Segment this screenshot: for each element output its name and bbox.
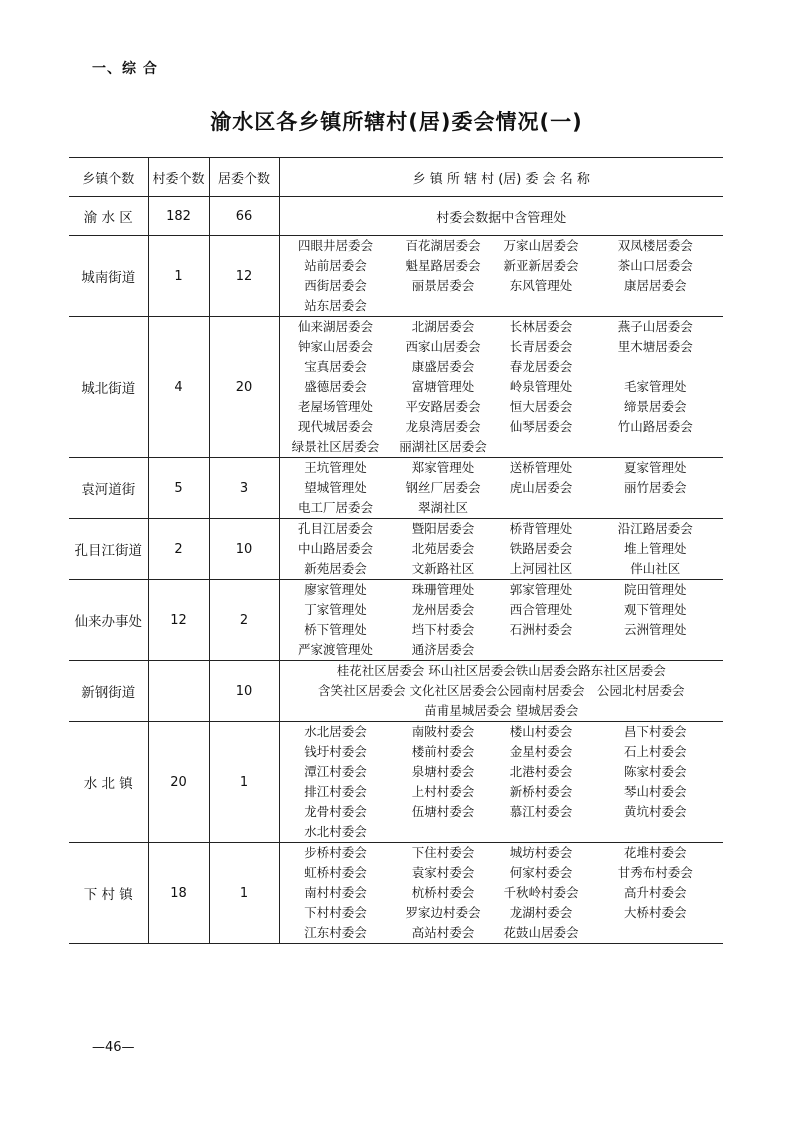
committee-names xyxy=(279,317,723,458)
committee-name: 丁家管理处 xyxy=(304,602,367,617)
village-count: 18 xyxy=(148,843,209,944)
table-row xyxy=(69,236,723,317)
committee-name: 平安路居委会 xyxy=(405,399,481,414)
committee-name: 东风管理处 xyxy=(509,278,573,293)
committee-name: 沿江路居委会 xyxy=(617,521,693,536)
committee-name: 康居居委会 xyxy=(623,278,687,293)
committee-name: 丽竹居委会 xyxy=(623,480,687,495)
committee-name: 江东村委会 xyxy=(304,925,367,940)
table-row xyxy=(69,317,723,458)
committee-name-line: 苗甫星城居委会 望城居委会 xyxy=(424,703,579,718)
committee-name: 金星村委会 xyxy=(509,744,573,759)
committee-name: 上村村委会 xyxy=(411,784,475,799)
committee-name: 慕江村委会 xyxy=(509,804,573,819)
committee-name: 城坊村委会 xyxy=(509,845,573,860)
committee-name-grid xyxy=(280,236,724,316)
committee-name: 王坑管理处 xyxy=(304,460,367,475)
committee-name: 珠珊管理处 xyxy=(411,582,475,597)
committee-name-grid xyxy=(280,458,724,518)
committee-name: 钢丝厂居委会 xyxy=(405,480,481,495)
total-town: 渝 水 区 xyxy=(69,197,148,236)
committee-names xyxy=(279,722,723,843)
committee-name-grid xyxy=(280,722,724,842)
committee-name: 电工厂居委会 xyxy=(297,500,373,515)
committee-name: 丽湖社区居委会 xyxy=(399,439,487,454)
committee-name: 下村村委会 xyxy=(304,905,367,920)
committee-names xyxy=(279,661,723,722)
committee-names xyxy=(279,519,723,580)
committee-name: 百花湖居委会 xyxy=(405,238,481,253)
committee-name: 桥背管理处 xyxy=(509,521,573,536)
town-name: 城南街道 xyxy=(69,236,148,317)
committee-name: 绿景社区居委会 xyxy=(291,439,380,454)
committee-name-grid xyxy=(280,843,724,943)
committee-name: 虎山居委会 xyxy=(509,480,573,495)
resident-count: 3 xyxy=(209,458,279,519)
committee-name: 下住村委会 xyxy=(411,845,475,860)
committee-name: 步桥村委会 xyxy=(304,845,367,860)
village-count: 2 xyxy=(148,519,209,580)
table-row xyxy=(69,519,723,580)
committee-name: 高升村委会 xyxy=(623,885,687,900)
town-name: 水 北 镇 xyxy=(69,722,148,843)
committee-name: 郑家管理处 xyxy=(411,460,475,475)
committee-name: 春龙居委会 xyxy=(509,359,573,374)
village-count: 1 xyxy=(148,236,209,317)
committee-name: 长青居委会 xyxy=(509,339,573,354)
committee-name: 上河园社区 xyxy=(509,561,573,576)
committee-name: 钱圩村委会 xyxy=(304,744,367,759)
committee-names xyxy=(279,843,723,944)
committee-name: 现代城居委会 xyxy=(297,419,373,434)
committee-name: 茶山口居委会 xyxy=(617,258,693,273)
committee-name: 中山路居委会 xyxy=(297,541,373,556)
committee-name: 缔景居委会 xyxy=(623,399,687,414)
committee-name: 燕子山居委会 xyxy=(617,319,693,334)
town-name: 仙来办事处 xyxy=(69,580,148,661)
committee-name: 里木塘居委会 xyxy=(617,339,693,354)
committee-name xyxy=(588,357,724,377)
committee-name: 竹山路居委会 xyxy=(617,419,693,434)
header-town: 乡镇个数 xyxy=(69,158,148,197)
committee-name: 南村村委会 xyxy=(304,885,367,900)
committee-name: 杭桥村委会 xyxy=(411,885,475,900)
committee-name: 北港村委会 xyxy=(509,764,573,779)
committee-name: 老屋场管理处 xyxy=(297,399,373,414)
committee-name: 石洲村委会 xyxy=(509,622,573,637)
committee-name-grid xyxy=(280,580,724,660)
committee-name-grid xyxy=(280,519,724,579)
committee-name: 千秋岭村委会 xyxy=(503,885,579,900)
committee-name: 高站村委会 xyxy=(411,925,475,940)
committee-name: 站东居委会 xyxy=(304,298,367,313)
committee-name: 南陂村委会 xyxy=(411,724,475,739)
committee-name: 郭家管理处 xyxy=(509,582,573,597)
committee-name: 新苑居委会 xyxy=(304,561,367,576)
total-note: 村委会数据中含管理处 xyxy=(279,197,723,236)
town-name: 新钢街道 xyxy=(69,661,148,722)
committee-name: 龙湖村委会 xyxy=(509,905,573,920)
committee-name: 康盛居委会 xyxy=(411,359,475,374)
committee-name: 观下管理处 xyxy=(623,602,687,617)
committee-name: 毛家管理处 xyxy=(623,379,687,394)
committee-name: 水北居委会 xyxy=(304,724,367,739)
total-row xyxy=(69,197,723,236)
committee-name: 盛德居委会 xyxy=(304,379,367,394)
committee-name: 通济居委会 xyxy=(411,642,475,657)
committee-name: 北湖居委会 xyxy=(411,319,475,334)
committee-name: 魁星路居委会 xyxy=(405,258,481,273)
resident-count: 1 xyxy=(209,843,279,944)
committee-name: 翠湖社区 xyxy=(417,500,468,515)
committee-name-grid xyxy=(280,317,724,457)
committee-name: 宝真居委会 xyxy=(304,359,367,374)
town-name: 下 村 镇 xyxy=(69,843,148,944)
committee-name: 恒大居委会 xyxy=(509,399,573,414)
table-header-row xyxy=(69,158,723,197)
committee-name: 西街居委会 xyxy=(304,278,367,293)
town-name: 孔目江街道 xyxy=(69,519,148,580)
committee-name: 堆上管理处 xyxy=(623,541,687,556)
committee-name: 长林居委会 xyxy=(509,319,573,334)
section-heading: 一、综 合 xyxy=(92,61,158,77)
village-count: 20 xyxy=(148,722,209,843)
committee-name: 岭泉管理处 xyxy=(509,379,573,394)
committee-name: 云洲管理处 xyxy=(623,622,687,637)
committee-name: 石上村委会 xyxy=(623,744,687,759)
committee-name: 何家村委会 xyxy=(509,865,573,880)
committee-name: 铁路居委会 xyxy=(509,541,573,556)
table-row xyxy=(69,843,723,944)
town-name: 袁河道街 xyxy=(69,458,148,519)
committee-name: 夏家管理处 xyxy=(623,460,687,475)
committee-name: 水北村委会 xyxy=(304,824,367,839)
committee-name: 楼山村委会 xyxy=(509,724,573,739)
committee-name-line: 含笑社区居委会 文化社区居委会公园南村居委会 公园北村居委会 xyxy=(318,683,685,698)
committee-name: 黄坑村委会 xyxy=(623,804,687,819)
committee-name: 院田管理处 xyxy=(623,582,687,597)
header-names: 乡 镇 所 辖 村 (居) 委 会 名 称 xyxy=(279,158,723,197)
committee-name: 花堆村委会 xyxy=(623,845,687,860)
committee-name: 西家山居委会 xyxy=(405,339,481,354)
committee-name: 琴山村委会 xyxy=(623,784,687,799)
committee-name: 新亚新居委会 xyxy=(503,258,579,273)
committee-name: 孔目江居委会 xyxy=(297,521,373,536)
resident-count: 20 xyxy=(209,317,279,458)
committee-name: 甘秀布村委会 xyxy=(617,865,693,880)
committee-name: 丽景居委会 xyxy=(411,278,475,293)
committee-name: 站前居委会 xyxy=(304,258,367,273)
town-name: 城北街道 xyxy=(69,317,148,458)
page-title: 渝水区各乡镇所辖村(居)委会情况(一) xyxy=(210,110,583,134)
committee-name: 罗家边村委会 xyxy=(405,905,481,920)
committee-name: 送桥管理处 xyxy=(509,460,573,475)
committee-name: 楼前村委会 xyxy=(411,744,475,759)
committee-name: 垱下村委会 xyxy=(411,622,475,637)
committee-name: 龙州居委会 xyxy=(411,602,475,617)
committee-name: 排江村委会 xyxy=(304,784,367,799)
committee-name: 钟家山居委会 xyxy=(297,339,373,354)
committee-name: 北苑居委会 xyxy=(411,541,475,556)
page-number: —46— xyxy=(92,1040,135,1055)
committee-name: 虹桥村委会 xyxy=(304,865,367,880)
village-count: 12 xyxy=(148,580,209,661)
committee-name: 仙琴居委会 xyxy=(509,419,573,434)
village-count xyxy=(148,661,209,722)
committee-name: 花鼓山居委会 xyxy=(503,925,579,940)
committee-names xyxy=(279,458,723,519)
committee-name: 伴山社区 xyxy=(630,561,681,576)
table-body xyxy=(69,236,723,944)
committee-name: 严家渡管理处 xyxy=(297,642,373,657)
resident-count: 12 xyxy=(209,236,279,317)
committee-name: 四眼井居委会 xyxy=(297,238,373,253)
committee-names xyxy=(279,580,723,661)
committee-name: 陈家村委会 xyxy=(623,764,687,779)
header-village-count: 村委个数 xyxy=(148,158,209,197)
total-resident-count: 66 xyxy=(209,197,279,236)
committee-name: 仙来湖居委会 xyxy=(297,319,373,334)
committee-name: 万家山居委会 xyxy=(503,238,579,253)
committee-name: 廖家管理处 xyxy=(304,582,367,597)
committee-name: 龙骨村委会 xyxy=(304,804,367,819)
committee-table xyxy=(69,157,723,944)
committee-name: 昌下村委会 xyxy=(623,724,687,739)
committee-name: 袁家村委会 xyxy=(411,865,475,880)
committee-name: 龙泉湾居委会 xyxy=(405,419,481,434)
committee-name: 潭江村委会 xyxy=(304,764,367,779)
table-row xyxy=(69,722,723,843)
resident-count: 2 xyxy=(209,580,279,661)
total-village-count: 182 xyxy=(148,197,209,236)
table-row xyxy=(69,580,723,661)
committee-name: 双凤楼居委会 xyxy=(617,238,693,253)
resident-count: 10 xyxy=(209,661,279,722)
village-count: 4 xyxy=(148,317,209,458)
committee-name: 大桥村委会 xyxy=(623,905,687,920)
committee-name: 新桥村委会 xyxy=(509,784,573,799)
resident-count: 10 xyxy=(209,519,279,580)
committee-name: 暨阳居委会 xyxy=(411,521,475,536)
committee-name: 文新路社区 xyxy=(411,561,475,576)
header-resident-count: 居委个数 xyxy=(209,158,279,197)
committee-name: 泉塘村委会 xyxy=(411,764,475,779)
committee-names xyxy=(279,236,723,317)
table-row xyxy=(69,458,723,519)
committee-name: 桥下管理处 xyxy=(304,622,367,637)
committee-name-line: 桂花社区居委会 环山社区居委会铁山居委会路东社区居委会 xyxy=(336,663,666,678)
village-count: 5 xyxy=(148,458,209,519)
committee-name: 富塘管理处 xyxy=(411,379,475,394)
committee-name: 望城管理处 xyxy=(304,480,367,495)
resident-count: 1 xyxy=(209,722,279,843)
committee-name: 伍塘村委会 xyxy=(411,804,475,819)
table-row xyxy=(69,661,723,722)
committee-name: 西合管理处 xyxy=(509,602,573,617)
